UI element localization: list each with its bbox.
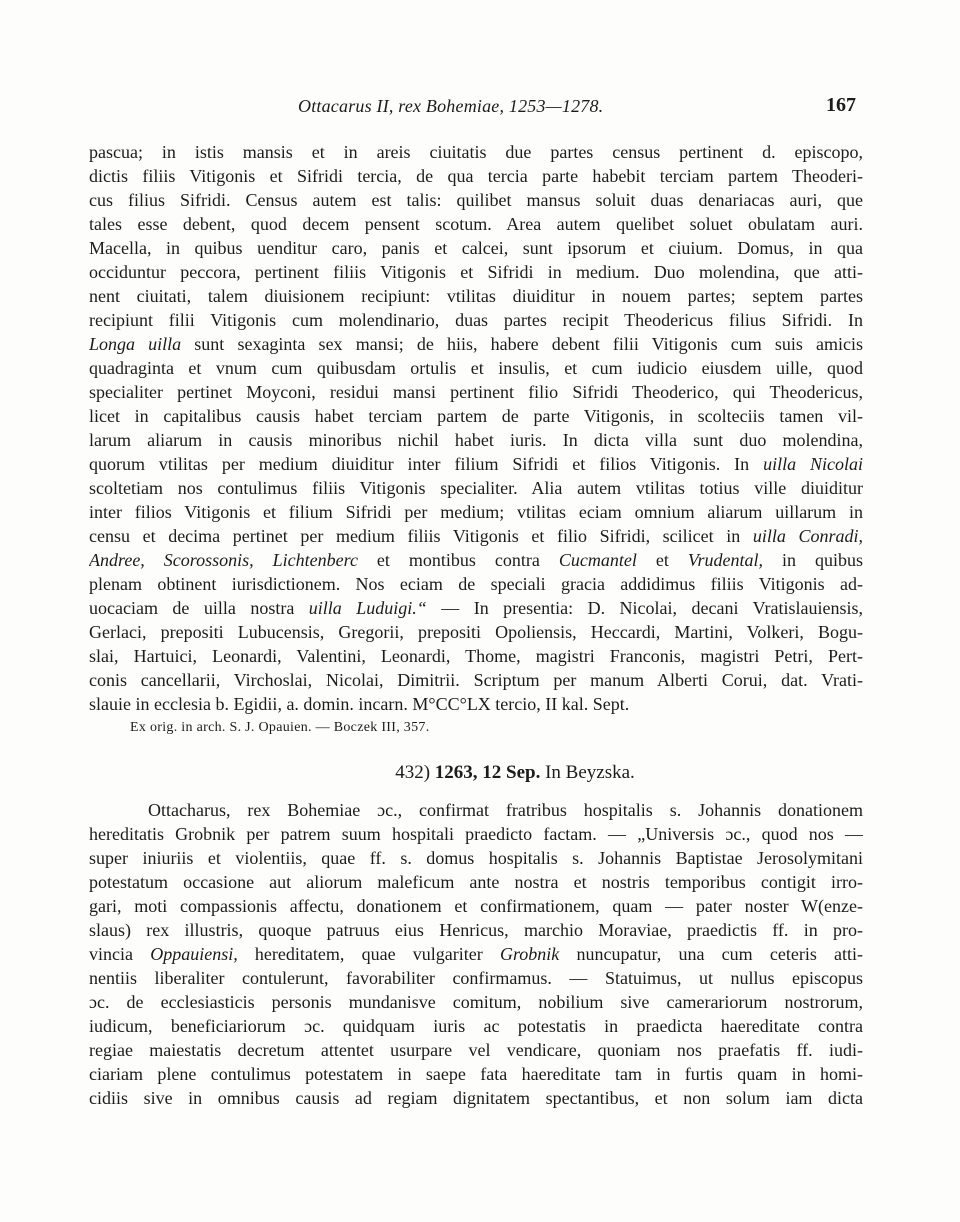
text-line: ɔc. de ecclesiasticis personis mundanisve comitum, nobilium sive camerariorum nostrorum, (89, 992, 863, 1012)
text-line: quorum vtilitas per medium diuiditur inter filium Sifridi et filios Vitigonis. In uilla Nicolai (89, 454, 863, 474)
text-line: inter filios Vitigonis et filium Sifridi per medium; vtilitas eciam omnium aliarum uillarum in (89, 502, 863, 522)
text-line: Gerlaci, prepositi Lubucensis, Gregorii, prepositi Opoliensis, Heccardi, Martini, Volkeri, Bogu- (89, 622, 863, 642)
running-title: Ottacarus II, rex Bohemiae, 1253—1278. (298, 96, 604, 116)
text-line: Ottacharus, rex Bohemiae ɔc., confirmat fratribus hospitalis s. Johannis donationem (148, 800, 863, 820)
text-line: slaus) rex illustris, quoque patruus eius Henricus, marchio Moraviae, praedictis ff. in pro- (89, 920, 863, 940)
source-note: Ex orig. in arch. S. J. Opauien. — Boczek III, 357. (130, 720, 430, 735)
text-line: iudicum, beneficiariorum ɔc. quidquam iuris ac potestatis in praedicta haereditate contra (89, 1016, 863, 1036)
text-line: nent ciuitati, talem diuisionem recipiunt: vtilitas diuiditur in nouem partes; septem partes (89, 286, 863, 306)
text-line: dictis filiis Vitigonis et Sifridi tercia, de qua tercia parte habebit terciam partem Theoderi- (89, 166, 863, 186)
text-line: potestatum occasione aut aliorum maleficum ante nostra et nostris temporibus contigit irro- (89, 872, 863, 892)
text-line: plenam obtinent iurisdictionem. Nos eciam de speciali gracia addidimus filiis Vitigonis ad- (89, 574, 863, 594)
text-line: Longa uilla sunt sexaginta sex mansi; de hiis, habere debent filii Vitigonis cum suis amicis (89, 334, 863, 354)
text-line: Macella, in quibus uenditur caro, panis et calcei, sunt ipsorum et ciuium. Domus, in qua (89, 238, 863, 258)
entry-date: 1263, 12 Sep. (434, 762, 541, 783)
text-line: occiduntur peccora, pertinent filiis Vitigonis et Sifridi in medium. Duo molendina, que atti- (89, 262, 863, 282)
entry-heading (0, 762, 960, 784)
text-line: pascua; in istis mansis et in areis ciuitatis due partes census pertinent d. episcopo, (89, 142, 863, 162)
text-line: regiae maiestatis decretum attentet usurpare vel vendicare, quoniam nos praefatis ff. iudi- (89, 1040, 863, 1060)
text-line: specialiter pertinet Moyconi, residui mansi pertinent filio Sifridi Theoderico, qui Theodericus, (89, 382, 863, 402)
text-line: scoltetiam nos contulimus filiis Vitigonis specialiter. Alia autem vtilitas totius ville diuiditur (89, 478, 863, 498)
entry-number: 432) (395, 762, 431, 783)
text-line: larum aliarum in causis minoribus nichil habet iuris. In dicta villa sunt duo molendina, (89, 430, 863, 450)
text-line: vincia Oppauiensi, hereditatem, quae vulgariter Grobnik nuncupatur, una cum ceteris atti- (89, 944, 863, 964)
text-line: gari, moti compassionis affectu, donationem et confirmationem, quam — pater noster W(enze- (89, 896, 863, 916)
text-line: cus filius Sifridi. Census autem est talis: quilibet mansus soluit duas denariacas auri, que (89, 190, 863, 210)
text-line: slauie in ecclesia b. Egidii, a. domin. incarn. M°CC°LX tercio, II kal. Sept. (89, 694, 630, 714)
entry-place: In Beyzska. (545, 762, 635, 783)
text-line: quadraginta et vnum cum quibusdam ortulis et insulis, et cum iudicio eiusdem uille, quod (89, 358, 863, 378)
page-number: 167 (826, 94, 856, 116)
text-line: licet in capitalibus causis habet terciam partem de parte Vitigonis, in scolteciis tamen vil- (89, 406, 863, 426)
text-line: censu et decima pertinet per medium filiis Vitigonis et filio Sifridi, scilicet in uilla Conradi, (89, 526, 863, 546)
text-line: cidiis sive in omnibus causis ad regiam dignitatem spectantibus, et non solum iam dicta (89, 1088, 863, 1108)
text-line: conis cancellarii, Virchoslai, Nicolai, Dimitrii. Scriptum per manum Alberti Corui, dat. Vrati- (89, 670, 863, 690)
text-line: Andree, Scorossonis, Lichtenberc et montibus contra Cucmantel et Vrudental, in quibus (89, 550, 863, 570)
text-line: super iniuriis et violentiis, quae ff. s. domus hospitalis s. Johannis Baptistae Jerosolymitani (89, 848, 863, 868)
text-line: ciariam plene contulimus potestatem in saepe fata haereditate tam in furtis quam in homi- (89, 1064, 863, 1084)
text-line: recipiunt filii Vitigonis cum molendinario, duas partes recipit Theodericus filius Sifridi. In (89, 310, 863, 330)
text-line: tales esse debent, quod decem pensent scotum. Area autem quelibet soluet obulatam auri. (89, 214, 863, 234)
text-line: slai, Hartuici, Leonardi, Valentini, Leonardi, Thome, magistri Franconis, magistri Petri, Pert- (89, 646, 863, 666)
text-line: uocaciam de uilla nostra uilla Luduigi.“ — In presentia: D. Nicolai, decani Vratislauiensis, (89, 598, 863, 618)
text-line: hereditatis Grobnik per patrem suum hospitali praedicto factam. — „Universis ɔc., quod nos — (89, 824, 863, 844)
page-header (0, 96, 960, 124)
text-line: nentiis liberaliter contulerunt, favorabiliter confirmamus. — Statuimus, ut nullus episcopus (89, 968, 863, 988)
